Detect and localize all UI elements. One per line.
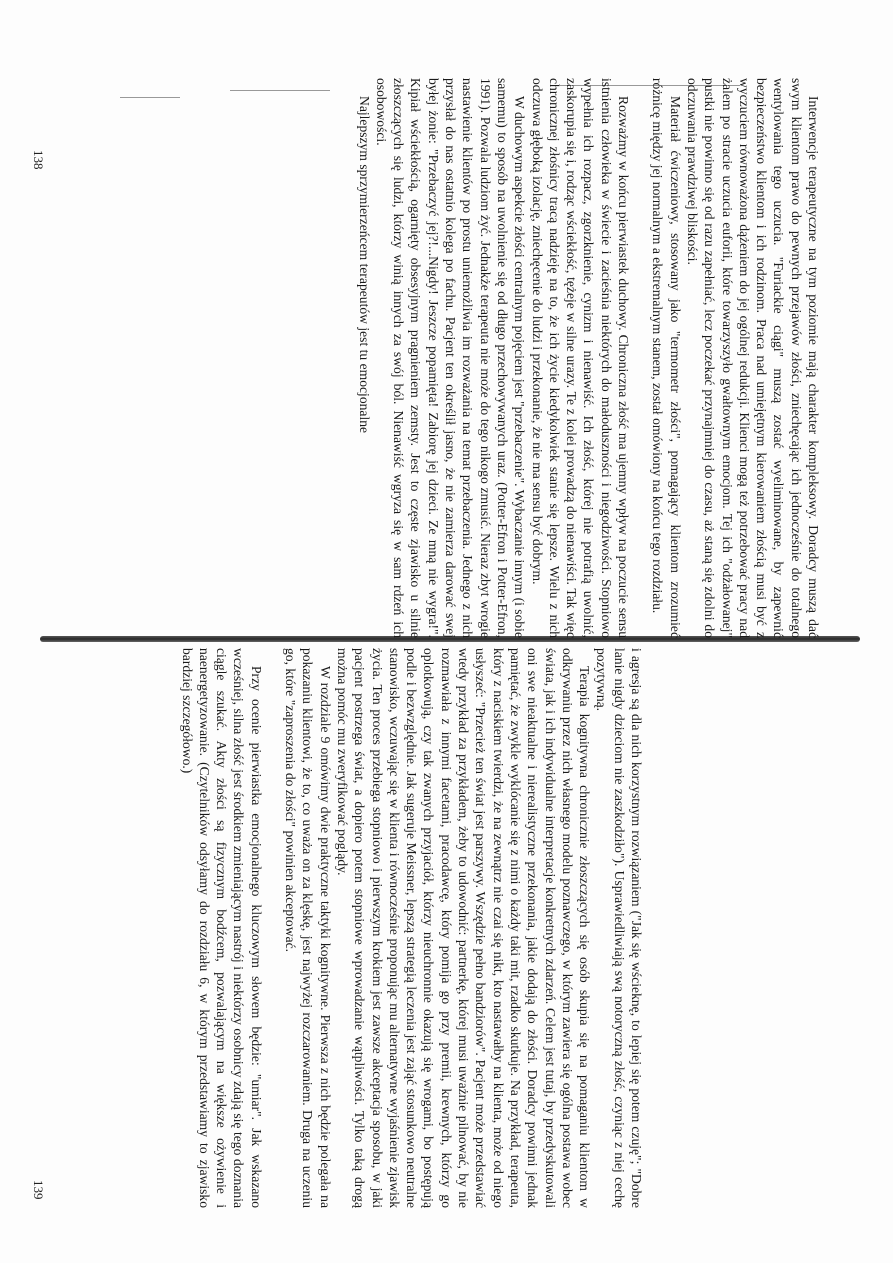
paragraph: i agresja są dla nich korzystnym rozwiązaniem ("Jak się wścieknę, to lepiej się potem czuję"; "Dobre lanie nigdy dzieciom nie zaszkodziło"). Usprawiedliwiają swą notoryczną złość, czyniąc z niej cechę pozytywną.: [594, 648, 644, 1208]
page-number-right: 139: [31, 1180, 46, 1200]
paragraph: Rozważmy w końcu pierwiastek duchowy. Chroniczna złość ma ujemny wpływ na poczucie sensu istnienia człowieka w świecie i zacieśnia niektórych do małoduszności i niegodziwości. Stopniowo wypełnia ich rozpacz, zgorzknienie, cynizm i nienawiść. Ich złość, której nie potrafią uwolnić, zaskorupia się i, rodząc wściekłość, tężeje w silne urazy. Te z kolei prowadzą do nienawiści. Tak więc chronicznej złośnicy tracą nadzieję na to, że ich życie kiedykolwiek stanie się lepsze. Wielu z nich odczuwa głęboką izolację, zniechęcenie do ludzi i przekonanie, że nie ma sensu być dobrym.: [529, 78, 632, 638]
paragraph: Przy ocenie pierwiastka emocjonalnego kluczowym słowem będzie: "umiar". Jak wskazano wcześniej, silna złość jest środkiem zmieniającym nastrój i niektórzy osobnicy zdają się tego doznania ciągle szukać. Akty złości są fizycznym bodźcem, pozwalającym na większe ożywienie i naenergetyzowanie. (Czytelników odsyłamy do rozdziału 6, w którym przedstawiamy to zjawisko bardziej szczegółowo.): [179, 648, 264, 1208]
page-number-left: 138: [31, 150, 46, 170]
paragraph: Materiał ćwiczeniowy, stosowany jako "termometr złości", pomagający klientom zrozumieć różnicę między jej normalnym a ekstremalnym stanem, został omówiony na końcu tego rozdziału.: [650, 78, 683, 638]
right-page-text: [62, 78, 822, 638]
paragraph: W duchowym aspekcie złości centralnym pojęciem jest "przebaczenie". Wybaczanie innym (i sobie samemu) to sposób na uwolnienie się od długo przechowywanych uraz. (Potter-Efron i Potter-Efron, 1991). Pozwala ludziom żyć. Jednakże terapeuta nie może do tego nikogo zmusić. Nieraz zbyt wrogie nastawienie klientów po prostu uniemożliwia im rozważania na temat przebaczenia. Jednego z nich przysłał do nas ostatnio kolega po fachu. Pacjent ten określił jasno, że nie zamierza darować swej byłej żonie: "Przebaczyć jej?!...Nigdy! Jeszcze popamięta! Zabiorę jej dzieci. Ze mną nie wygra!". Kipiał wściekłością, ogarnięty obsesyjnym pragnieniem zemsty. Jest to częste zjawisko u silnie złoszczących się ludzi, którzy winią innych za swój ból. Nienawiść wgryza się w sam rdzeń ich osobowości.: [373, 78, 528, 638]
left-page-text: [50, 648, 645, 1208]
paragraph: Terapia kognitywna chronicznie złoszczących się osób skupia się na pomaganiu klientom w odkrywaniu przez nich własnego modelu poznawczego, w którym zawiera się ogólna postawa wobec świata, jak i ich indywidualne interpretacje konkretnych zdarzeń. Celem jest tutaj, by przedyskutowali oni swe nieaktualne i nierealistyczne przekonania, jakie dodają do złości. Doradcy powinni jednak pamiętać, że zwykle wyklócanie się z nimi o każdy taki mit, rzadko skutkuje. Na przykład, terapeuta, który z naciskiem twierdzi, że na zewnątrz nie czai się nikt, kto nastawałby na klienta, może od niego usłyszeć: "Przecież ten świat jest parszywy. Wszędzie pełno bandziorów". Pacjent może przedstawiać wtedy przykład za przykładem, żeby to udowodnić: partnerkę, której musi uważnie pilnować, by nie rozmawiała z innymi facetami, pracodawcę, który pomija go przy premii, krewnych, którzy go oplotkowują, czy tak zwanych przyjaciół, którzy nieuchronnie okazują się wrogami, bo postępują podle i bezwzględnie. Jak sugeruje Meissner, lepszą strategią leczenia jest zająć stosunkowo neutralne stanowisko, wczuwając się w klienta i równocześnie proponując mu alternatywne wyjaśnienie zjawisk życia. Ten proces przebiega stopniowo i pierwszym krokiem jest zawsze akceptacja sposobu, w jaki pacjent postrzega świat, a dopiero potem stopniowe wprowadzanie wątpliwości. Tylko taką drogą można pomóc mu zweryfikować poglądy.: [334, 648, 593, 1208]
paragraph: Interwencje terapeutyczne na tym poziomie mają charakter kompleksowy. Doradcy muszą dać swym klientom prawo do pewnych przejawów złości, zniechęcając ich jednocześnie do totalnego wentylowania tego uczucia. "Furiackie ciągi" muszą zostać wyeliminowane, by zapewnić bezpieczeństwo klientom i ich rodzinom. Praca nad umiejętnym kierowaniem złością musi być z wyczuciem równoważona dążeniem do jej ogólnej redukcji. Klienci mogą też potrzebować pracy nad żalem po stracie uczucia euforii, które towarzyszyło gwałtownym emocjom. Tej ich "odżałowanej" pustki nie powinno się od razu zapełniać, lecz poczekać przynajmniej do czasu, aż staną się zdolni do odczuwania prawdziwej bliskości.: [684, 78, 821, 638]
paragraph: W rozdziale 9 omówimy dwie praktyczne taktyki kognitywne. Pierwsza z nich będzie polegała na pokazaniu klientowi, że to, co uważa on za klęskę, jest najwyżej rozczarowaniem. Druga na uczeniu go, które "zaproszenia do złości" powinien akceptować.: [283, 648, 333, 1208]
paragraph: Najlepszym sprzymierzeńcem terapeutów jest tu emocjonalne: [356, 96, 372, 434]
